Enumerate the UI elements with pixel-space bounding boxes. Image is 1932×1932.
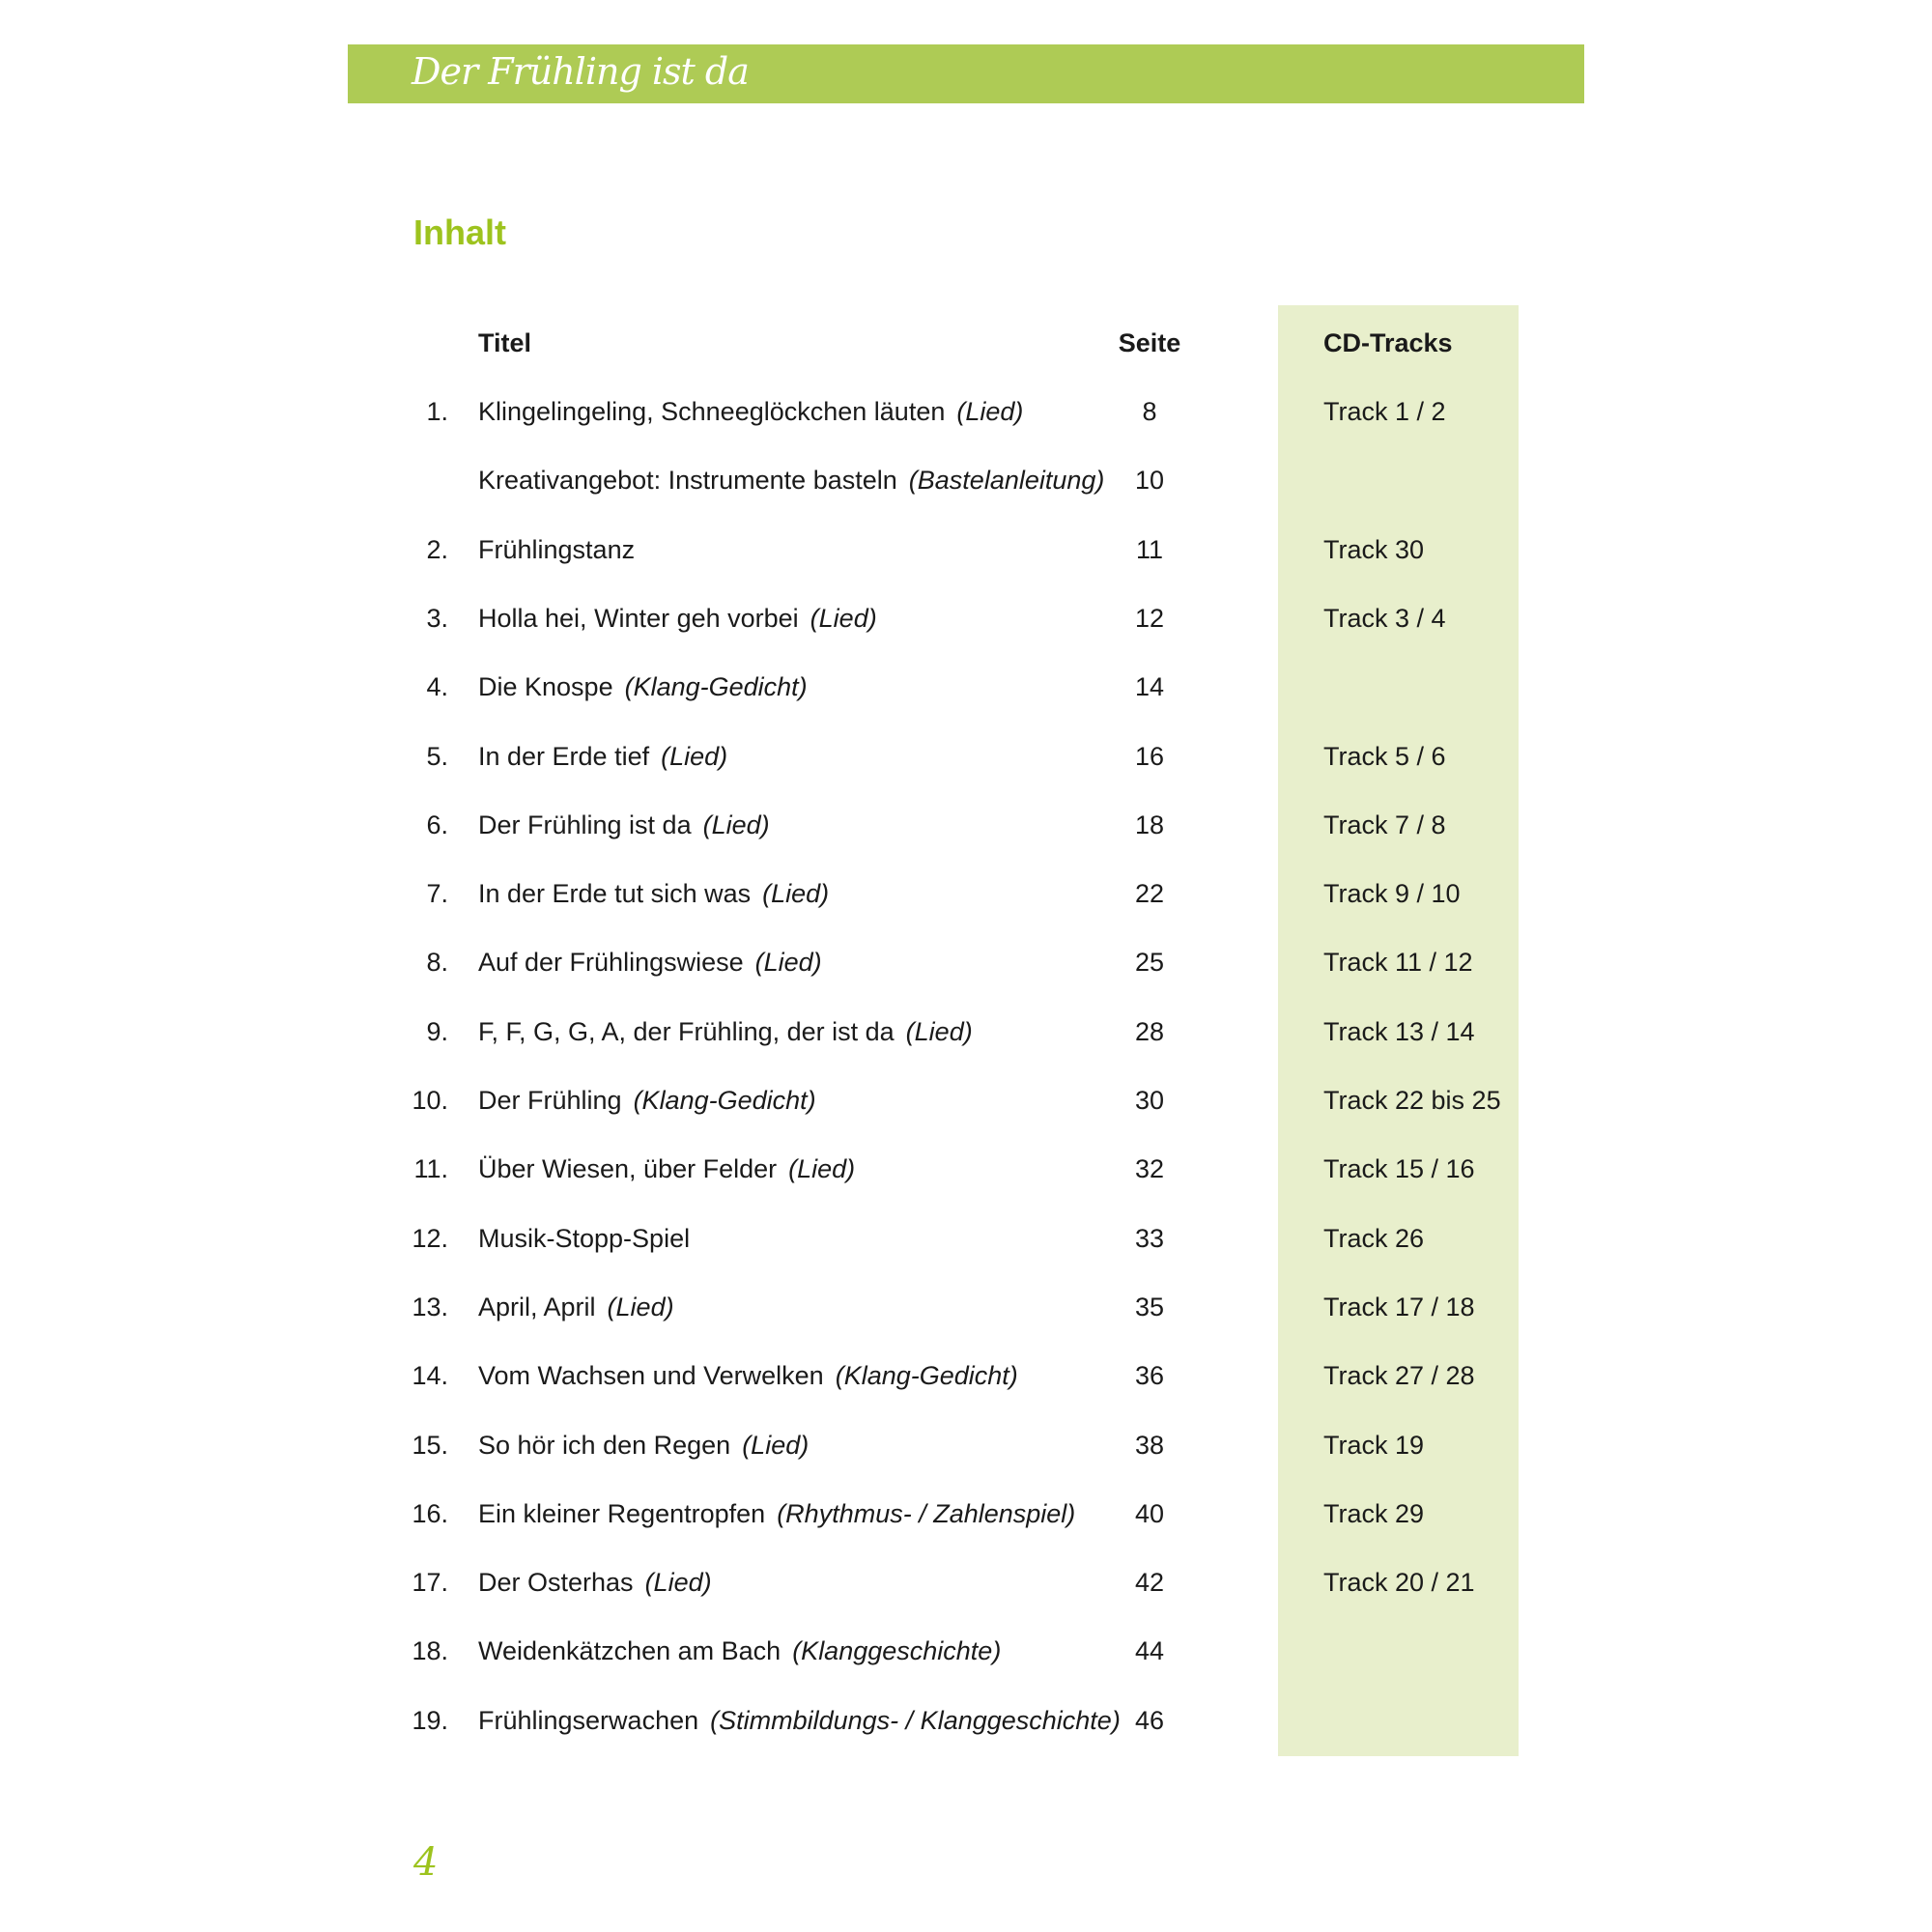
entry-number: 8.: [426, 948, 448, 978]
entry-title-text: In der Erde tut sich was: [478, 879, 752, 909]
table-row: [0, 1219, 1932, 1258]
entry-number: 13.: [412, 1292, 448, 1321]
column-header-page: Seite: [1118, 328, 1181, 357]
entry-page: 40: [1134, 1498, 1165, 1528]
entry-number: 7.: [426, 879, 448, 909]
entry-number: 1.: [426, 397, 448, 426]
entry-title: [478, 806, 770, 844]
entry-track: Track 1 / 2: [1323, 397, 1446, 426]
entry-type: (Bastelanleitung): [908, 466, 1105, 496]
table-row: [0, 737, 1932, 776]
entry-title: [478, 1563, 712, 1602]
entry-type: (Lied): [762, 879, 830, 909]
entry-track: Track 30: [1323, 534, 1425, 564]
table-row: [0, 1494, 1932, 1533]
entry-title: [478, 599, 877, 638]
column-header-tracks: CD-Tracks: [1323, 328, 1453, 357]
entry-number: 19.: [412, 1705, 448, 1735]
entry-number: 15.: [412, 1430, 448, 1460]
entry-title: [478, 461, 1104, 499]
entry-page: 44: [1134, 1636, 1165, 1666]
entry-track: Track 7 / 8: [1323, 810, 1446, 839]
entry-title: [478, 1494, 1075, 1533]
table-row: [0, 392, 1932, 431]
entry-number: 5.: [426, 741, 448, 771]
entry-page: 46: [1134, 1705, 1165, 1735]
table-row: [0, 1081, 1932, 1120]
entry-page: 30: [1134, 1086, 1165, 1115]
entry-title: [478, 943, 822, 981]
entry-track: Track 17 / 18: [1323, 1292, 1475, 1321]
entry-title-text: Musik-Stopp-Spiel: [478, 1223, 691, 1253]
entry-track: Track 22 bis 25: [1323, 1086, 1501, 1115]
entry-number: 10.: [412, 1086, 448, 1115]
entry-type: (Lied): [810, 603, 877, 633]
entry-page: 8: [1142, 397, 1157, 426]
entry-track: Track 5 / 6: [1323, 741, 1446, 771]
entry-title: [478, 392, 1023, 431]
entry-page: 42: [1134, 1568, 1165, 1598]
entry-title: [478, 737, 727, 776]
entry-number: 14.: [412, 1361, 448, 1391]
entry-title: [478, 1632, 1001, 1670]
entry-page: 16: [1134, 741, 1165, 771]
entry-title: [478, 1081, 816, 1120]
entry-title-text: Ein kleiner Regentropfen: [478, 1498, 766, 1528]
table-row: [0, 1426, 1932, 1464]
entry-title-text: Kreativangebot: Instrumente basteln: [478, 466, 897, 496]
table-header: [0, 324, 1932, 362]
table-row: [0, 1356, 1932, 1395]
entry-title-text: Die Knospe: [478, 672, 613, 702]
entry-track: Track 13 / 14: [1323, 1016, 1475, 1046]
table-row: [0, 1701, 1932, 1740]
entry-type: (Lied): [905, 1016, 973, 1046]
entry-track: Track 11 / 12: [1323, 948, 1473, 978]
entry-title-text: So hör ich den Regen: [478, 1430, 731, 1460]
entry-number: 2.: [426, 534, 448, 564]
entry-track: Track 3 / 4: [1323, 603, 1446, 633]
entry-track: Track 19: [1323, 1430, 1425, 1460]
entry-type: (Stimmbildungs- / Klanggeschichte): [710, 1705, 1121, 1735]
chapter-header-bar: [348, 44, 1584, 103]
entry-type: (Lied): [607, 1292, 674, 1321]
entry-page: 28: [1134, 1016, 1165, 1046]
entry-title-text: Klingelingeling, Schneeglöckchen läuten: [478, 397, 946, 426]
entry-page: 35: [1134, 1292, 1165, 1321]
entry-title: [478, 530, 646, 569]
table-row: [0, 1150, 1932, 1188]
entry-page: 32: [1134, 1154, 1165, 1184]
entry-type: (Lied): [754, 948, 822, 978]
entry-title-text: Frühlingserwachen: [478, 1705, 699, 1735]
entry-title: [478, 874, 829, 913]
section-heading: Inhalt: [413, 213, 506, 252]
entry-type: (Klang-Gedicht): [633, 1086, 816, 1115]
entry-track: Track 9 / 10: [1323, 879, 1461, 909]
entry-type: (Lied): [702, 810, 770, 839]
entry-number: 4.: [426, 672, 448, 702]
entry-title-text: Der Frühling: [478, 1086, 622, 1115]
entry-title: [478, 1426, 809, 1464]
entry-title: [478, 1288, 674, 1326]
entry-title-text: Weidenkätzchen am Bach: [478, 1636, 781, 1666]
entry-number: 3.: [426, 603, 448, 633]
entry-track: Track 20 / 21: [1323, 1568, 1475, 1598]
table-row: [0, 806, 1932, 844]
table-row: [0, 1563, 1932, 1602]
entry-title-text: April, April: [478, 1292, 596, 1321]
entry-page: 25: [1134, 948, 1165, 978]
entry-type: (Rhythmus- / Zahlenspiel): [777, 1498, 1076, 1528]
entry-title-text: In der Erde tief: [478, 741, 650, 771]
entry-page: 22: [1134, 879, 1165, 909]
entry-type: (Klang-Gedicht): [624, 672, 808, 702]
entry-type: (Klanggeschichte): [792, 1636, 1002, 1666]
chapter-title: Der Frühling ist da: [412, 50, 749, 93]
entry-number: 16.: [412, 1498, 448, 1528]
entry-page: 10: [1134, 466, 1165, 496]
entry-title: [478, 1356, 1018, 1395]
entry-type: (Lied): [788, 1154, 856, 1184]
entry-track: Track 27 / 28: [1323, 1361, 1475, 1391]
entry-number: 12.: [412, 1223, 448, 1253]
entry-page: 14: [1134, 672, 1165, 702]
entry-title: [478, 1150, 855, 1188]
table-row: [0, 943, 1932, 981]
table-row: [0, 1632, 1932, 1670]
entry-title-text: Über Wiesen, über Felder: [478, 1154, 778, 1184]
entry-title-text: Der Osterhas: [478, 1568, 634, 1598]
entry-type: (Lied): [742, 1430, 810, 1460]
entry-page: 12: [1134, 603, 1165, 633]
entry-type: (Lied): [644, 1568, 712, 1598]
entry-type: (Klang-Gedicht): [835, 1361, 1018, 1391]
entry-number: 6.: [426, 810, 448, 839]
table-row: [0, 461, 1932, 499]
entry-title-text: Vom Wachsen und Verwelken: [478, 1361, 824, 1391]
entry-title-text: F, F, G, G, A, der Frühling, der ist da: [478, 1016, 895, 1046]
entry-title-text: Holla hei, Winter geh vorbei: [478, 603, 799, 633]
table-row: [0, 874, 1932, 913]
entry-page: 33: [1134, 1223, 1165, 1253]
entry-page: 36: [1134, 1361, 1165, 1391]
entry-page: 38: [1134, 1430, 1165, 1460]
entry-number: 18.: [412, 1636, 448, 1666]
entry-track: Track 15 / 16: [1323, 1154, 1475, 1184]
entry-page: 18: [1134, 810, 1165, 839]
entry-type: (Lied): [661, 741, 728, 771]
table-row: [0, 599, 1932, 638]
entry-title-text: Frühlingstanz: [478, 534, 636, 564]
entry-track: Track 26: [1323, 1223, 1425, 1253]
table-row: [0, 668, 1932, 706]
entry-title: [478, 668, 808, 706]
table-row: [0, 530, 1932, 569]
table-row: [0, 1288, 1932, 1326]
entry-page: 11: [1135, 534, 1164, 564]
entry-title: [478, 1701, 1121, 1740]
entry-number: 9.: [426, 1016, 448, 1046]
entry-number: 17.: [412, 1568, 448, 1598]
entry-title-text: Auf der Frühlingswiese: [478, 948, 744, 978]
column-header-title: Titel: [478, 328, 532, 357]
page-number: 4: [413, 1840, 439, 1885]
entry-title: [478, 1219, 701, 1258]
entry-type: (Lied): [956, 397, 1024, 426]
entry-track: Track 29: [1323, 1498, 1425, 1528]
entry-number: 11.: [413, 1154, 448, 1184]
entry-title-text: Der Frühling ist da: [478, 810, 692, 839]
table-row: [0, 1012, 1932, 1051]
entry-title: [478, 1012, 973, 1051]
